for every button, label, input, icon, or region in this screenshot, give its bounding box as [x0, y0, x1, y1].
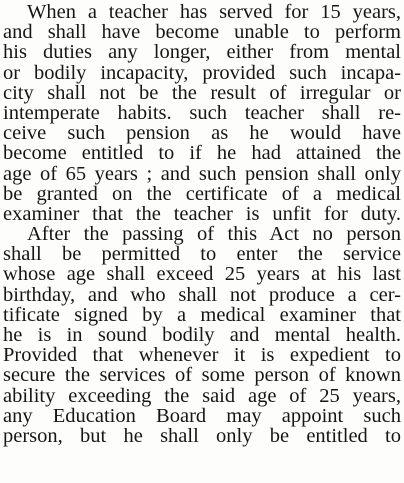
text-line: ceive such pension as he would have	[3, 122, 401, 145]
text-line: After the passing of this Act no person	[27, 223, 401, 246]
text-line: When a teacher has served for 15 years,	[27, 1, 401, 23]
text-line: whose age shall exceed 25 years at his last	[3, 263, 401, 286]
text-line: shall be permitted to enter the service	[3, 243, 401, 266]
text-line: tificate signed by a medical examiner that	[3, 303, 401, 326]
text-line: person, but he shall only be entitled to	[3, 424, 401, 447]
text-line: Provided that whenever it is expedient to	[3, 344, 401, 367]
text-line: birthday, and who shall not produce a cer-	[3, 283, 401, 306]
text-line: intemperate habits. such teacher shall re-	[3, 101, 401, 124]
text-line: he is in sound bodily and mental health.	[3, 324, 401, 346]
text-line: be granted on the certificate of a medical	[3, 182, 401, 205]
paragraph-pension	[3, 2, 401, 224]
text-line: and shall have become unable to perform	[3, 21, 401, 44]
text-line: city shall not be the result of irregular or	[3, 81, 401, 104]
article-body	[3, 2, 401, 446]
text-line: become entitled to if he had attained the	[3, 142, 401, 165]
text-line: secure the services of some person of known	[3, 364, 401, 387]
text-line: or bodily incapacity, provided such incapa-	[3, 61, 401, 84]
paragraph-age-limit	[3, 224, 401, 446]
text-line: examiner that the teacher is unfit for duty.	[3, 202, 401, 225]
text-line: age of 65 years ; and such pension shall only	[3, 162, 401, 185]
text-line: ability exceeding the said age of 25 years,	[3, 384, 401, 407]
text-line: any Education Board may appoint such	[3, 404, 401, 427]
text-line: his duties any longer, either from mental	[3, 41, 401, 64]
